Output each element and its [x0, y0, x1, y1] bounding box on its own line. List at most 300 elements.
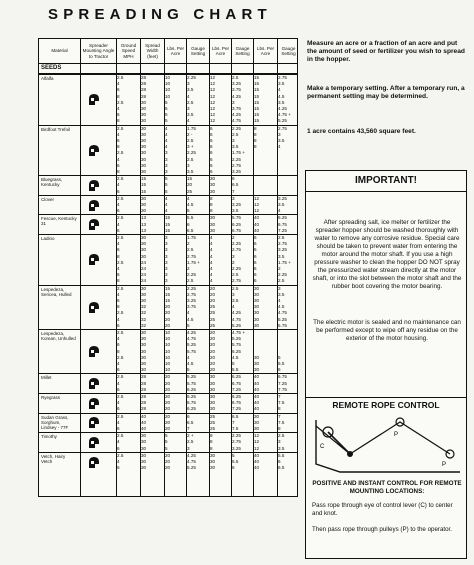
table-cell: 3 — [278, 439, 281, 445]
table-cell: 30 — [141, 342, 147, 348]
table-cell: 2.5 — [117, 215, 124, 221]
table-cell: 5 — [165, 118, 168, 124]
table-cell: 20 — [165, 394, 171, 399]
table-cell: 5.25 — [187, 394, 196, 399]
table-cell: 20 — [165, 419, 171, 425]
table-cell: 4.5 — [187, 316, 194, 322]
table-cell: 32 — [141, 310, 147, 316]
column-divider — [116, 39, 117, 496]
table-cell: 6 — [117, 367, 120, 373]
table-cell: 5 — [187, 367, 190, 373]
table-cell: 1.75 + — [278, 259, 291, 265]
material-name: Millet — [41, 375, 52, 381]
table-cell: 12 — [210, 93, 216, 99]
column-header: Gauge Setting — [277, 39, 299, 63]
table-cell: 1.75 + — [187, 259, 200, 265]
table-cell: 2.5 — [187, 99, 194, 105]
remote-heading: POSITIVE AND INSTANT CONTROL FOR REMOTE MOUNTING LOCATIONS: — [312, 480, 462, 495]
table-cell: 3 — [232, 253, 235, 259]
material-name: Lespedeza, Korean, Unhulled — [41, 331, 76, 341]
table-cell: 28 — [141, 374, 147, 380]
table-cell: 2.5 — [187, 156, 194, 162]
column-header: Spread Width (feet) — [140, 39, 164, 63]
remote-step-2: Then pass rope through pulleys (P) to the operator. — [312, 526, 452, 533]
table-cell: 2.5 — [117, 394, 124, 399]
material-name: Ladino — [41, 236, 55, 241]
table-cell: 30 — [141, 195, 147, 201]
table-cell: 4.25 — [187, 452, 196, 458]
table-cell: 30 — [141, 208, 147, 214]
table-cell: 40 — [141, 413, 147, 419]
table-cell: 12 — [210, 87, 216, 93]
column-header: Lbs. Per Acre — [209, 39, 231, 63]
table-cell: 2.5 — [117, 99, 124, 105]
material-group — [39, 393, 297, 413]
table-cell: 1.75 — [187, 125, 196, 131]
table-cell: 30 — [254, 413, 260, 419]
column-divider — [253, 39, 254, 496]
table-cell: 4.75 — [187, 458, 196, 464]
table-cell: 2.5 — [278, 433, 285, 439]
table-cell: 10 — [165, 81, 171, 87]
table-cell: 6 — [278, 458, 281, 464]
table-cell: 40 — [254, 227, 260, 233]
table-cell: 13 — [141, 227, 147, 233]
table-cell: 3.5 — [187, 112, 194, 118]
table-cell: 15 — [165, 297, 171, 303]
table-cell: 2.75 — [187, 253, 196, 259]
table-cell: 6.25 — [187, 406, 196, 412]
table-cell: 4 — [165, 195, 168, 201]
table-cell: 40 — [141, 425, 147, 431]
table-cell: 5.75 — [187, 380, 196, 386]
table-cell: 30 — [254, 354, 260, 360]
table-cell: 3 — [232, 195, 235, 201]
table-cell: 2.5 — [117, 176, 124, 182]
table-cell: 4 — [165, 144, 168, 150]
table-cell: 20 — [165, 304, 171, 310]
table-cell: 5.5 — [232, 367, 239, 373]
table-cell: 2.75 — [278, 241, 287, 247]
table-cell: 6 — [210, 156, 213, 162]
table-cell: 6.5 — [187, 227, 194, 233]
table-cell: 6.5 — [187, 419, 194, 425]
important-title: IMPORTANT! — [306, 171, 466, 192]
column-divider — [164, 39, 165, 496]
table-cell: 20 — [210, 367, 216, 373]
table-cell: 1.75 — [187, 235, 196, 240]
table-cell: 3 — [232, 99, 235, 105]
table-cell: 3 — [165, 162, 168, 168]
table-cell: 5.75 — [232, 342, 241, 348]
table-cell: 8 — [117, 93, 120, 99]
material-group — [39, 74, 297, 125]
table-cell: 4 — [117, 182, 120, 188]
table-cell: 20 — [165, 425, 171, 431]
table-cell: 6 — [117, 386, 120, 392]
table-cell: 5 — [165, 439, 168, 445]
table-cell: 40 — [254, 458, 260, 464]
material-name: Vetch, Hairy Vetch — [41, 453, 66, 464]
pulley-icon — [347, 451, 353, 457]
column-divider — [80, 39, 81, 496]
table-cell: 1.75 + — [232, 150, 245, 156]
table-cell: 13 — [141, 221, 147, 227]
table-cell: 4 — [210, 278, 213, 284]
table-cell: 5 — [165, 99, 168, 105]
table-cell: 5.75 — [278, 322, 287, 328]
table-cell: 4 — [117, 439, 120, 445]
remote-step-1: Pass rope through eye of control lever (C) to center and knot. — [312, 502, 453, 517]
table-cell: 6 — [232, 176, 235, 182]
table-cell: 8 — [210, 439, 213, 445]
table-cell: 8 — [117, 168, 120, 174]
table-cell: 30 — [141, 112, 147, 118]
table-cell: 20 — [165, 465, 171, 471]
table-cell: 28 — [141, 394, 147, 399]
table-cell: 30 — [210, 465, 216, 471]
table-cell: 20 — [187, 182, 193, 188]
table-cell: 3.25 — [232, 201, 241, 207]
table-cell: 30 — [254, 419, 260, 425]
table-cell: 4 — [210, 241, 213, 247]
table-cell: 40 — [254, 386, 260, 392]
section-label-seeds: SEEDS — [41, 65, 62, 71]
table-cell: 8 — [117, 304, 120, 310]
table-cell: 30 — [210, 215, 216, 221]
table-cell: 8 — [254, 137, 257, 143]
spreading-chart-table — [38, 38, 298, 497]
acre-size-text: 1 acre contains 43,560 square feet. — [307, 128, 416, 135]
material-name: Clover — [41, 196, 55, 202]
table-cell: 12 — [254, 433, 260, 439]
table-cell: 30 — [141, 297, 147, 303]
table-cell: 5.25 — [232, 322, 241, 328]
table-cell: 2.75 — [278, 125, 287, 131]
table-cell: 4 — [210, 259, 213, 265]
table-cell: 30 — [141, 361, 147, 366]
table-cell: 40 — [254, 221, 260, 227]
table-cell: 2.5 — [117, 150, 124, 156]
table-cell: 32 — [141, 316, 147, 322]
column-divider — [277, 39, 278, 496]
table-cell: 28 — [141, 87, 147, 93]
important-body-motor: The electric motor is sealed and no maintenance can be performed except to wipe off any residue on the exterior of the motor housing. — [313, 319, 461, 342]
table-cell: 30 — [254, 297, 260, 303]
table-cell: 2.5 — [117, 354, 124, 360]
table-cell: 3 — [232, 137, 235, 143]
table-cell: 5 — [165, 433, 168, 439]
table-cell: 2.25 — [232, 156, 241, 162]
table-cell: 6.5 — [232, 182, 239, 188]
table-cell: 6 — [117, 247, 120, 253]
table-cell: 3 — [165, 266, 168, 271]
table-cell: 2 — [187, 241, 190, 247]
table-cell: 40 — [254, 465, 260, 471]
table-cell: 40 — [254, 374, 260, 380]
table-cell: 4 — [117, 380, 120, 386]
table-cell: 2.5 — [117, 330, 124, 335]
table-cell: 30 — [141, 291, 147, 297]
table-cell: 15 — [254, 118, 260, 124]
table-cell: 5 — [165, 112, 168, 118]
table-cell: 6 — [254, 272, 257, 278]
table-cell: 20 — [210, 342, 216, 348]
table-cell: 3.25 — [278, 195, 287, 201]
table-cell: 7.25 — [278, 380, 287, 386]
material-group — [39, 452, 297, 472]
table-cell: 4 — [165, 125, 168, 131]
table-cell: 8 — [278, 425, 281, 431]
table-cell: 6 — [187, 221, 190, 227]
table-cell: 7 — [278, 394, 281, 399]
table-cell: 2 — [278, 266, 281, 271]
table-cell: 30 — [141, 330, 147, 335]
table-header — [39, 39, 297, 64]
table-cell: 12 — [254, 445, 260, 451]
table-cell: 10 — [165, 367, 171, 373]
table-cell: 4 — [187, 195, 190, 201]
table-cell: 2.5 — [117, 235, 124, 240]
table-cell: 5 — [165, 176, 168, 182]
table-cell: 7 — [232, 188, 235, 194]
table-cell: 12 — [210, 81, 216, 87]
intro-text: Measure an acre or a fraction of an acre and put the amount of seed or fertilizer you wish to spread in the hopper. — [307, 40, 465, 64]
table-cell: 30 — [141, 458, 147, 464]
table-cell: 2.25 — [187, 285, 196, 291]
table-cell: 4.75 + — [278, 112, 291, 118]
table-cell: 6 — [278, 367, 281, 373]
table-cell: 2.75 — [232, 278, 241, 284]
table-cell: 15 — [254, 75, 260, 80]
table-cell: 6 — [117, 137, 120, 143]
table-cell: 4 — [210, 266, 213, 271]
table-cell: 6 — [210, 162, 213, 168]
table-cell: 6 — [254, 241, 257, 247]
table-cell: 28 — [141, 400, 147, 406]
table-cell: 6 — [117, 297, 120, 303]
table-cell: 30 — [141, 99, 147, 105]
table-cell: 4 — [117, 106, 120, 111]
table-cell: 24 — [141, 259, 147, 265]
table-cell: 28 — [141, 93, 147, 99]
column-header: Ground Speed MPH — [116, 39, 140, 63]
table-cell: 6 — [117, 188, 120, 194]
table-cell: 30 — [141, 162, 147, 168]
table-cell: 30 — [141, 439, 147, 445]
table-cell: 30 — [141, 156, 147, 162]
table-cell: 4.5 — [278, 304, 285, 310]
material-name: Ryegrass — [41, 395, 61, 400]
table-cell: 12 — [254, 195, 260, 201]
table-cell: 20 — [165, 316, 171, 322]
table-cell: 2.5 — [117, 374, 124, 380]
column-divider — [231, 39, 232, 496]
table-cell: 2 - — [187, 131, 193, 137]
table-cell: 3 — [165, 253, 168, 259]
table-cell: 3.25 — [232, 445, 241, 451]
table-cell: 30 — [141, 201, 147, 207]
table-cell: 8 — [278, 406, 281, 412]
table-cell: 7 — [187, 425, 190, 431]
table-cell: 7.5 — [278, 400, 285, 406]
table-cell: 4.75 — [187, 336, 196, 342]
table-cell: 20 — [210, 336, 216, 342]
table-cell: 25 — [210, 413, 216, 419]
table-cell: 3.5 — [278, 81, 285, 87]
table-cell: 20 — [210, 285, 216, 291]
table-cell: 2.5 — [117, 75, 124, 80]
table-cell: 4.25 — [232, 93, 241, 99]
table-cell: 4.75 + — [232, 330, 245, 335]
table-cell: 30 — [210, 386, 216, 392]
table-cell: 3 + — [187, 144, 194, 150]
table-cell: 7 — [278, 413, 281, 419]
column-header: Gauge Setting — [186, 39, 209, 63]
table-cell: 20 — [165, 322, 171, 328]
table-cell: 25 — [210, 316, 216, 322]
table-cell: 28 — [141, 406, 147, 412]
material-name: Sudan Grass, Sorghum, Lindsey - 77F — [41, 414, 69, 430]
table-cell: 30 — [210, 188, 216, 194]
column-divider — [209, 39, 210, 496]
table-cell: 3 — [165, 247, 168, 253]
table-cell: 4 — [117, 201, 120, 207]
table-cell: 3.5 — [278, 99, 285, 105]
table-cell: 5 — [187, 322, 190, 328]
table-cell: 6 — [232, 465, 235, 471]
page-title: SPREADING CHART — [48, 6, 272, 23]
material-name: Bluegrass, Kentucky — [41, 177, 63, 188]
table-cell: 20 — [165, 400, 171, 406]
material-group — [39, 285, 297, 329]
table-cell: 8 — [254, 125, 257, 131]
table-cell: 3.5 — [278, 291, 285, 297]
table-cell: 10 — [165, 348, 171, 354]
table-cell: 5.5 — [278, 361, 285, 366]
table-cell: 3.25 — [278, 247, 287, 253]
table-cell: 40 — [254, 400, 260, 406]
table-cell: 3 — [165, 272, 168, 278]
table-cell: 8 — [210, 195, 213, 201]
table-cell: 20 — [165, 380, 171, 386]
table-cell: 2.5 — [187, 439, 194, 445]
table-cell: 3 — [165, 278, 168, 284]
table-cell: 4 — [232, 304, 235, 310]
table-cell: 30 — [141, 125, 147, 131]
table-cell: 20 — [210, 291, 216, 297]
table-cell: 2.25 — [232, 433, 241, 439]
table-cell: 2 + — [187, 433, 194, 439]
table-cell: 2.5 — [232, 75, 239, 80]
table-cell: 2.25 — [187, 75, 196, 80]
table-cell: 15 — [187, 176, 193, 182]
table-cell: 4 — [165, 131, 168, 137]
table-cell: 3 — [187, 81, 190, 87]
table-cell: 2.5 — [117, 285, 124, 291]
table-cell: 15 — [254, 87, 260, 93]
table-cell: 8 — [117, 348, 120, 354]
table-cell: 3.75 — [232, 106, 241, 111]
rope-pulley-diagram — [310, 414, 464, 476]
table-cell: 2.5 — [278, 278, 285, 284]
table-cell: 6.75 — [232, 400, 241, 406]
table-cell: 10 — [165, 330, 171, 335]
table-cell: 15 — [165, 215, 171, 221]
table-cell: 4.75 — [232, 316, 241, 322]
table-cell: 20 — [165, 458, 171, 464]
column-header: Lbs. Per Acre — [164, 39, 186, 63]
material-group — [39, 125, 297, 176]
table-cell: 6.25 — [232, 348, 241, 354]
table-cell: 15 — [254, 99, 260, 105]
table-cell: 3.25 — [187, 297, 196, 303]
table-cell: 10 — [165, 354, 171, 360]
table-cell: 12 — [210, 99, 216, 105]
table-cell: 3 — [165, 235, 168, 240]
table-cell: 6.75 — [278, 221, 287, 227]
table-cell: 5.5 — [187, 215, 194, 221]
table-cell: 40 — [254, 380, 260, 386]
table-cell: 12 — [254, 201, 260, 207]
table-cell: 5.75 — [232, 215, 241, 221]
table-cell: 30 — [141, 144, 147, 150]
label-control-lever: C — [320, 444, 325, 450]
table-cell: 8 — [254, 131, 257, 137]
table-cell: 24 — [141, 278, 147, 284]
table-cell: 15 — [141, 182, 147, 188]
remote-title: REMOTE ROPE CONTROL — [332, 400, 440, 410]
table-cell: 30 — [141, 433, 147, 439]
table-cell: 30 — [141, 235, 147, 240]
table-cell: 30 — [141, 247, 147, 253]
table-cell: 30 — [210, 400, 216, 406]
table-cell: 30 — [141, 137, 147, 143]
table-cell: 13 — [141, 215, 147, 221]
table-cell: 3 — [278, 285, 281, 291]
table-cell: 30 — [210, 452, 216, 458]
table-cell: 6 — [254, 253, 257, 259]
table-cell: 6.25 — [278, 215, 287, 221]
table-cell: 2.5 — [232, 285, 239, 291]
table-cell: 2.5 — [117, 125, 124, 131]
table-cell: 7.25 — [232, 386, 241, 392]
table-cell: 6 — [210, 144, 213, 150]
table-cell: 20 — [210, 297, 216, 303]
table-cell: 12 — [210, 75, 216, 80]
table-cell: 2.5 — [117, 310, 124, 316]
table-cell: 30 — [210, 374, 216, 380]
table-cell: 25 — [210, 310, 216, 316]
table-cell: 6 — [210, 168, 213, 174]
table-cell: 30 — [141, 367, 147, 373]
table-cell: 15 — [165, 285, 171, 291]
table-cell: 6.75 — [232, 227, 241, 233]
table-cell: 6.25 — [187, 386, 196, 392]
rope-line — [316, 422, 450, 454]
label-pulley-right: P — [442, 462, 447, 468]
table-cell: 30 — [141, 241, 147, 247]
table-cell: 6 — [254, 259, 257, 265]
table-cell: 6.25 — [232, 394, 241, 399]
table-cell: 6.5 — [278, 465, 285, 471]
material-group — [39, 195, 297, 215]
table-cell: 5 — [232, 452, 235, 458]
table-cell: 5 — [165, 445, 168, 451]
table-cell: 4.75 — [278, 310, 287, 316]
table-cell: 30 — [141, 348, 147, 354]
table-cell: 30 — [141, 452, 147, 458]
